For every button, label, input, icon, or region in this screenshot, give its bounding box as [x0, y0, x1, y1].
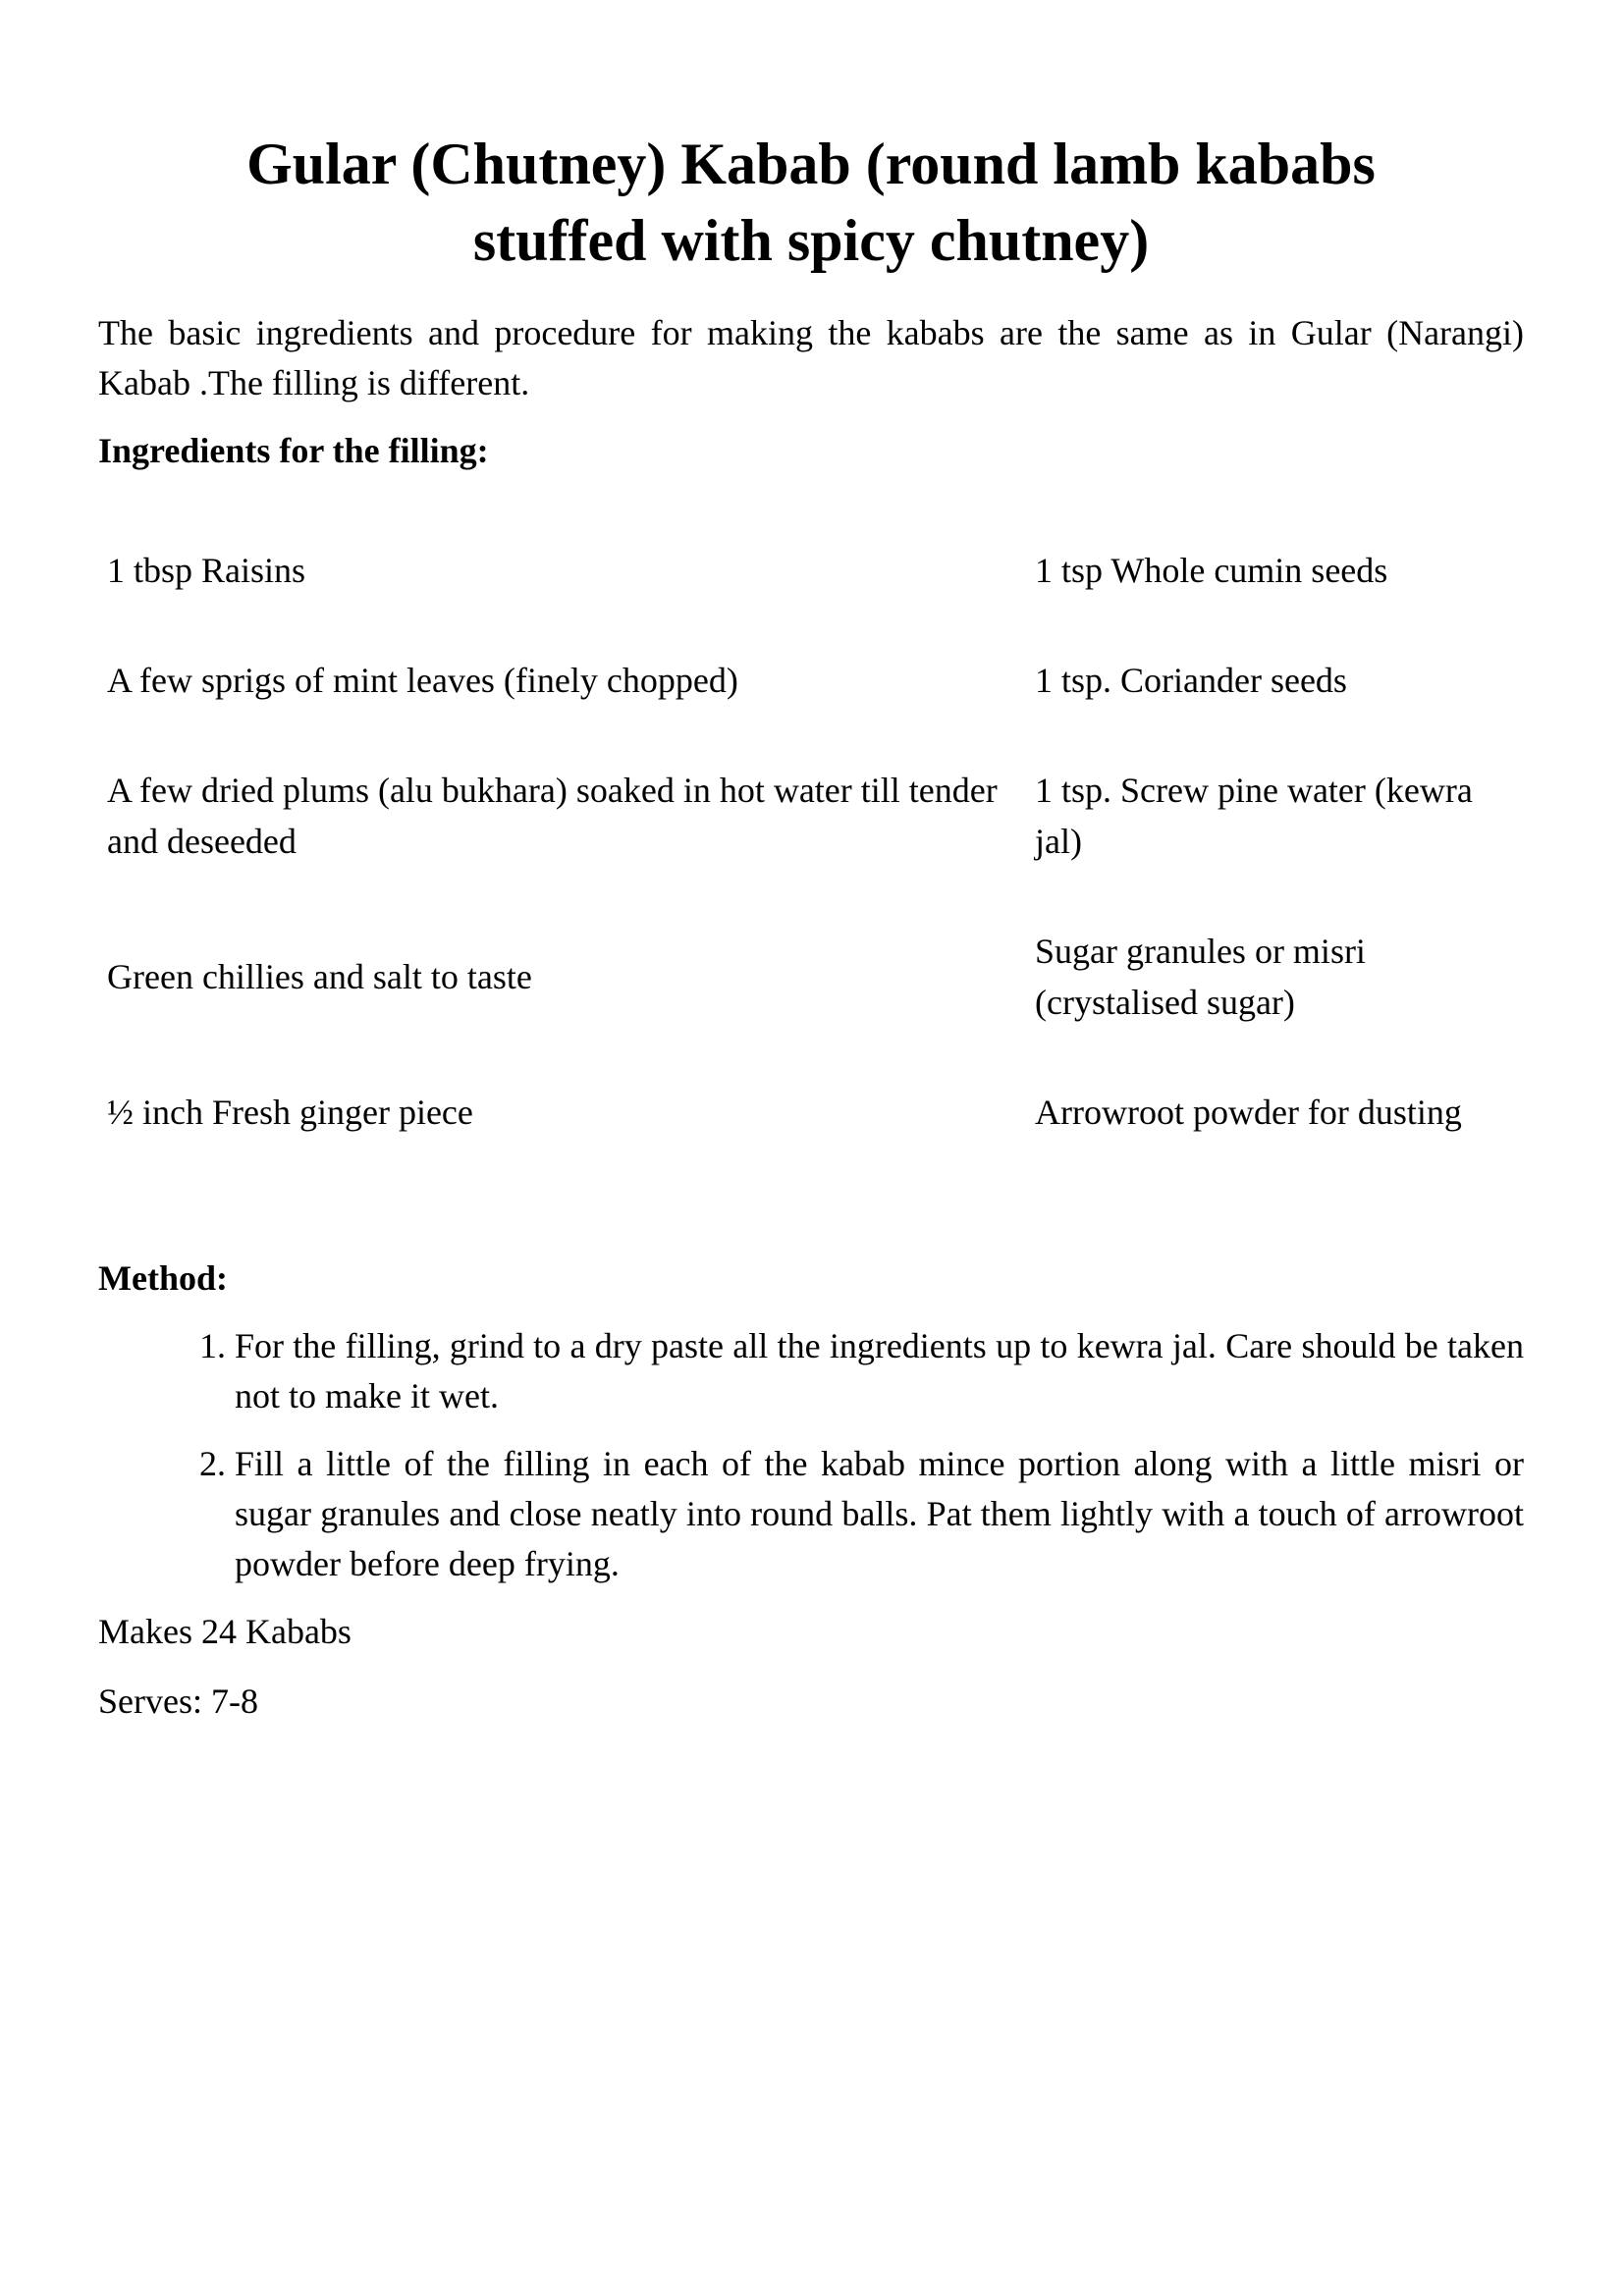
ingredient-row — [98, 625, 1524, 735]
recipe-title-line1: Gular (Chutney) Kabab (round lamb kababs — [246, 132, 1376, 196]
ingredient-row — [98, 735, 1524, 896]
ingredient-row — [98, 1057, 1524, 1167]
ingredient-left: ½ inch Fresh ginger piece — [107, 1093, 473, 1132]
ingredient-right: 1 tsp. Screw pine water (kewra jal) — [1035, 771, 1473, 861]
ingredient-right: 1 tsp. Coriander seeds — [1035, 661, 1347, 700]
ingredient-row — [98, 896, 1524, 1057]
yield-serves: Serves: 7-8 — [98, 1682, 258, 1721]
ingredient-right: Sugar granules or misri (crystalised sugar) — [1035, 932, 1366, 1022]
ingredient-left: 1 tbsp Raisins — [107, 551, 306, 590]
method-steps — [98, 1321, 1524, 1589]
ingredient-row — [98, 515, 1524, 625]
ingredients-table — [98, 515, 1524, 1167]
method-step: 2. Fill a little of the filling in each of the kabab mince portion along with a little misri or sugar granules and close neatly into round balls. Pat them lightly with a touch of arrowroot powder before deep frying. — [235, 1439, 1524, 1589]
method-step: 1. For the filling, grind to a dry paste all the ingredients up to kewra jal. Care should be taken not to make it wet. — [235, 1321, 1524, 1421]
intro-paragraph: The basic ingredients and procedure for making the kababs are the same as in Gular (Narangi) Kabab .The filling is different. — [98, 313, 1524, 402]
recipe-title-line2: stuffed with spicy chutney) — [472, 208, 1150, 273]
method-heading: Method: — [98, 1258, 228, 1298]
ingredient-left: A few dried plums (alu bukhara) soaked in hot water till tender and deseeded — [107, 771, 998, 861]
recipe-page — [98, 126, 1524, 1746]
recipe-title — [98, 126, 1524, 279]
ingredient-left: Green chillies and salt to taste — [107, 957, 532, 996]
ingredients-heading: Ingredients for the filling: — [98, 431, 489, 470]
ingredient-right: 1 tsp Whole cumin seeds — [1035, 551, 1388, 590]
ingredient-left: A few sprigs of mint leaves (finely chopped) — [107, 661, 738, 700]
ingredient-right: Arrowroot powder for dusting — [1035, 1093, 1462, 1132]
yield-makes: Makes 24 Kababs — [98, 1612, 352, 1651]
